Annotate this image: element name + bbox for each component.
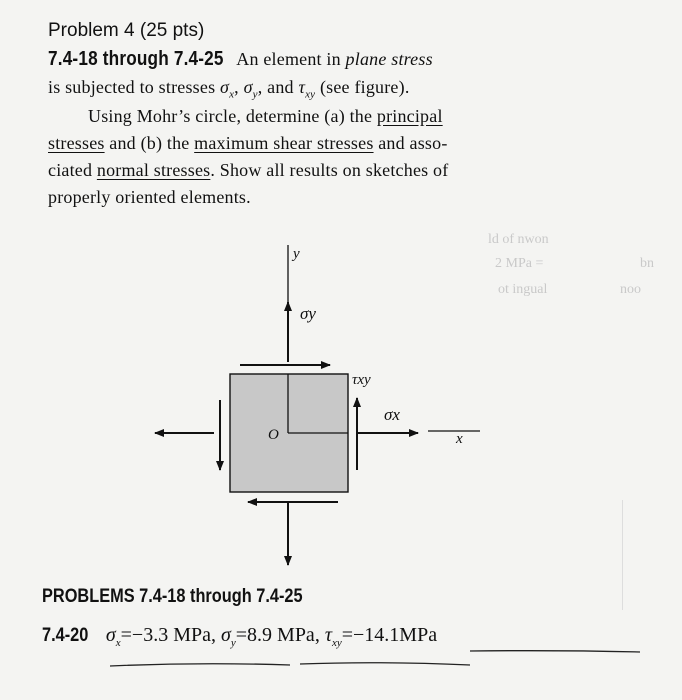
given-values: 7.4-20 $\sigma_x=-3.3$ MPa, $\sigma_y=8.9$ MPa, $\tau_{xy}=-14.1MPa$ [42, 624, 438, 649]
statement-line-4: stresses and (b) the maximum shear stresses and asso- [48, 133, 448, 153]
bleed-through-3: bn [640, 256, 654, 271]
statement-line-6: properly oriented elements. [48, 187, 251, 207]
bleed-through-4: ot ingual [498, 282, 548, 297]
problem-title: Problem 4 (25 pts) [48, 20, 205, 41]
fold-line [622, 500, 623, 610]
statement-line-1: 7.4-18 through 7.4-25 An element in plane stress [48, 48, 433, 70]
sigma-y-value: =8.9 MPa, [235, 624, 320, 646]
given-number: 7.4-20 [42, 625, 89, 646]
label-origin: O [268, 427, 279, 443]
label-sigma-y: σy [300, 304, 316, 323]
label-tau-xy: τxy [352, 372, 371, 388]
statement-line-5: ciated normal stresses. Show all results on sketches of [48, 160, 449, 180]
label-x: x [456, 431, 463, 447]
label-y: y [293, 246, 300, 262]
tau-xy-value: =−14.1MPa [341, 624, 438, 646]
label-sigma-x: σx [384, 405, 400, 424]
figure-caption: PROBLEMS 7.4-18 through 7.4-25 [42, 586, 303, 607]
problem-range: 7.4-18 through 7.4-25 [48, 48, 224, 70]
statement-line-3: Using Mohr’s circle, determine (a) the principal [88, 106, 443, 126]
sigma-x-value: =−3.3 MPa, [120, 624, 216, 646]
statement-line-2: is subjected to stresses $\sigma_x$, $\sigma_y$, and $\tau_{xy}$ (see figure). [48, 77, 410, 101]
bleed-through-2: 2 MPa = [495, 256, 544, 271]
bleed-through-5: noo [620, 282, 641, 297]
bleed-through-1: ld of nwon [488, 232, 549, 247]
